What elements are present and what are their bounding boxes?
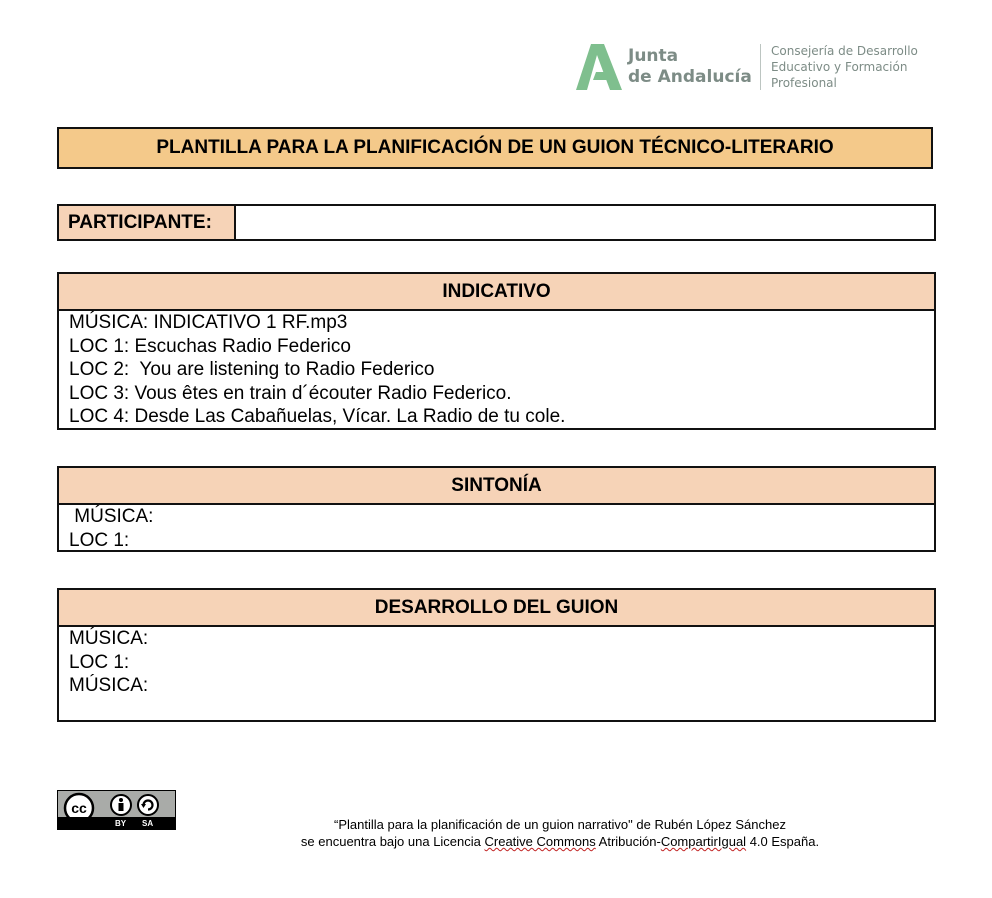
- section-indicativo: [57, 272, 936, 430]
- script-line: LOC 1:: [69, 651, 130, 673]
- sa-label: SA: [142, 819, 154, 828]
- logo-divider: [760, 44, 761, 90]
- section-heading: DESARROLLO DEL GUION: [59, 590, 934, 627]
- logo-name: Junta de Andalucía: [628, 46, 752, 87]
- cc-label-strip: [58, 817, 175, 829]
- department-name: Consejería de Desarrollo Educativo y Formación Profesional: [771, 44, 918, 90]
- script-line: MÚSICA: INDICATIVO 1 RF.mp3: [69, 312, 348, 333]
- compartir-igual-text: CompartirIgual: [660, 834, 747, 849]
- section-body[interactable]: [59, 627, 934, 698]
- section-body[interactable]: [59, 311, 934, 429]
- license-attribution: [280, 816, 840, 850]
- creative-commons-link[interactable]: Creative Commons: [484, 834, 596, 849]
- cc-icon: cc: [71, 800, 87, 816]
- participant-input[interactable]: [236, 206, 934, 239]
- section-heading: SINTONÍA: [59, 468, 934, 505]
- script-line: MÚSICA:: [69, 675, 149, 696]
- script-line: LOC 2: You are listening to Radio Federico: [69, 359, 435, 380]
- participant-label: PARTICIPANTE:: [59, 206, 236, 239]
- attribution-line-2: se encuentra bajo una Licencia Creative Commons Atribución-CompartirIgual 4.0 España.: [300, 834, 820, 849]
- cc-badge-graphic: [58, 791, 176, 819]
- script-line: MÚSICA:: [69, 506, 154, 527]
- section-sintonia: [57, 466, 936, 552]
- script-line: MÚSICA:: [69, 628, 149, 649]
- section-heading: INDICATIVO: [59, 274, 934, 311]
- participant-row: [57, 204, 936, 241]
- by-label: BY: [115, 819, 127, 828]
- script-line: LOC 1:: [69, 529, 130, 551]
- script-line: LOC 1: Escuchas Radio Federico: [69, 335, 351, 357]
- section-desarrollo: [57, 588, 936, 722]
- script-line: LOC 4: Desde Las Cabañuelas, Vícar. La Radio de tu cole.: [69, 406, 566, 427]
- attribution-line-1: “Plantilla para la planificación de un guion narrativo" de Rubén López Sánchez: [334, 817, 786, 832]
- andalucia-logo-icon: [574, 42, 624, 92]
- by-icon: [119, 798, 123, 802]
- page-title: PLANTILLA PARA LA PLANIFICACIÓN DE UN GUION TÉCNICO-LITERARIO: [57, 127, 933, 169]
- section-body[interactable]: [59, 505, 934, 552]
- script-line: LOC 3: Vous êtes en train d´écouter Radio Federico.: [69, 382, 512, 404]
- cc-by-sa-badge[interactable]: [57, 790, 176, 830]
